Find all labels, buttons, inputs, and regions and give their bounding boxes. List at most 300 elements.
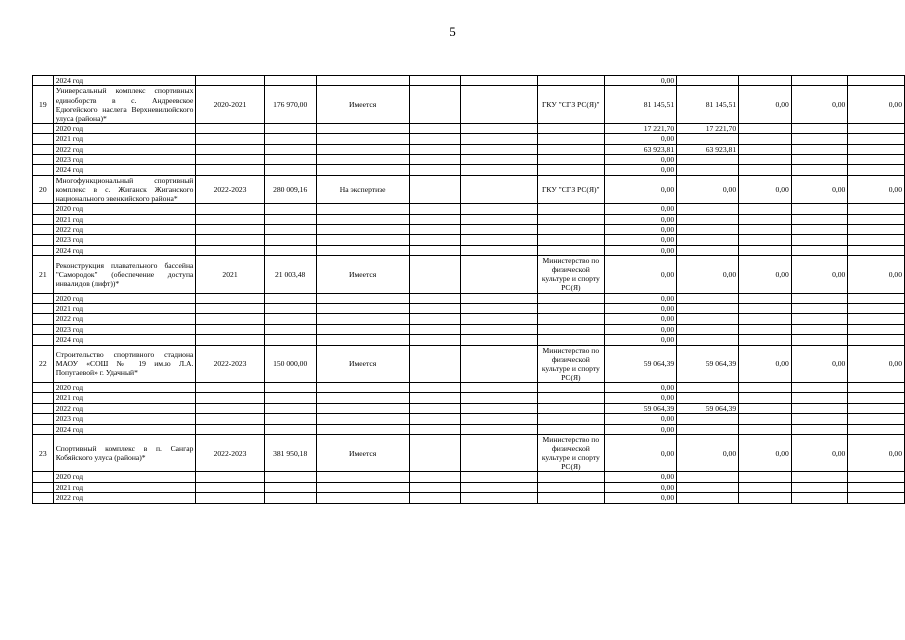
empty-cell [409, 76, 460, 86]
construction-period: 2022-2023 [196, 434, 264, 471]
total-amount: 59 064,39 [604, 345, 677, 382]
year-federal-amount [677, 293, 739, 303]
empty-cell [196, 403, 264, 413]
empty-cell [538, 482, 604, 492]
empty-cell [264, 472, 316, 482]
year-other-amount [848, 235, 905, 245]
year-other-amount [848, 472, 905, 482]
object-cost: 150 000,00 [264, 345, 316, 382]
year-label: 2022 год [53, 224, 196, 234]
year-republic-amount [739, 155, 792, 165]
empty-cell [460, 414, 537, 424]
year-local-amount [791, 155, 848, 165]
object-cost: 280 009,16 [264, 175, 316, 203]
empty-cell [316, 123, 409, 133]
object-number: 20 [33, 175, 54, 203]
year-total-amount: 0,00 [604, 235, 677, 245]
empty-cell [316, 134, 409, 144]
year-federal-amount [677, 314, 739, 324]
year-row [33, 403, 905, 413]
empty-cell [264, 414, 316, 424]
year-republic-amount [739, 324, 792, 334]
empty-cell [409, 134, 460, 144]
empty-cell [33, 214, 54, 224]
year-local-amount [791, 123, 848, 133]
construction-objects-table [32, 75, 905, 504]
year-local-amount [791, 393, 848, 403]
year-label: 2024 год [53, 76, 196, 86]
empty-cell [264, 293, 316, 303]
empty-cell [316, 393, 409, 403]
year-other-amount [848, 493, 905, 503]
other-sources-amount: 0,00 [848, 175, 905, 203]
empty-cell [409, 382, 460, 392]
year-row [33, 214, 905, 224]
empty-cell [460, 165, 537, 175]
empty-cell [460, 256, 537, 293]
year-other-amount [848, 123, 905, 133]
empty-cell [196, 293, 264, 303]
year-row [33, 424, 905, 434]
local-budget-amount: 0,00 [791, 256, 848, 293]
year-row [33, 324, 905, 334]
empty-cell [538, 165, 604, 175]
local-budget-amount: 0,00 [791, 86, 848, 123]
year-federal-amount [677, 76, 739, 86]
year-row [33, 245, 905, 255]
page-number: 5 [449, 24, 456, 39]
year-label: 2020 год [53, 382, 196, 392]
empty-cell [409, 293, 460, 303]
year-federal-amount [677, 134, 739, 144]
empty-cell [196, 155, 264, 165]
empty-cell [196, 165, 264, 175]
empty-cell [264, 393, 316, 403]
empty-cell [196, 382, 264, 392]
year-row [33, 393, 905, 403]
year-local-amount [791, 324, 848, 334]
year-row [33, 76, 905, 86]
total-amount: 0,00 [604, 175, 677, 203]
year-federal-amount [677, 493, 739, 503]
year-total-amount: 0,00 [604, 324, 677, 334]
empty-cell [316, 165, 409, 175]
year-local-amount [791, 335, 848, 345]
empty-cell [33, 76, 54, 86]
year-total-amount: 0,00 [604, 224, 677, 234]
year-republic-amount [739, 424, 792, 434]
year-total-amount: 0,00 [604, 293, 677, 303]
year-federal-amount: 59 064,39 [677, 403, 739, 413]
empty-cell [264, 204, 316, 214]
other-sources-amount: 0,00 [848, 256, 905, 293]
empty-cell [316, 324, 409, 334]
design-documentation-status: Имеется [316, 345, 409, 382]
year-label: 2024 год [53, 335, 196, 345]
year-local-amount [791, 76, 848, 86]
year-other-amount [848, 393, 905, 403]
empty-cell [264, 245, 316, 255]
year-total-amount: 0,00 [604, 76, 677, 86]
empty-cell [196, 245, 264, 255]
empty-cell [538, 324, 604, 334]
year-local-amount [791, 224, 848, 234]
empty-cell [33, 235, 54, 245]
empty-cell [316, 414, 409, 424]
empty-cell [316, 224, 409, 234]
year-republic-amount [739, 134, 792, 144]
object-cost: 21 003,48 [264, 256, 316, 293]
year-other-amount [848, 134, 905, 144]
object-row [33, 256, 905, 293]
year-label: 2022 год [53, 493, 196, 503]
empty-cell [196, 123, 264, 133]
year-row [33, 123, 905, 133]
year-republic-amount [739, 144, 792, 154]
empty-cell [409, 214, 460, 224]
empty-cell [538, 424, 604, 434]
year-local-amount [791, 134, 848, 144]
empty-cell [196, 482, 264, 492]
state-customer: Министерство по физической культуре и спорту РС(Я) [538, 256, 604, 293]
year-label: 2020 год [53, 472, 196, 482]
year-federal-amount [677, 204, 739, 214]
empty-cell [33, 414, 54, 424]
empty-cell [460, 303, 537, 313]
year-other-amount [848, 424, 905, 434]
year-federal-amount [677, 393, 739, 403]
empty-cell [264, 134, 316, 144]
object-name: Многофункциональный спортивный комплекс в с. Жиганск Жиганского национального эвенкийского района* [53, 175, 196, 203]
year-republic-amount [739, 472, 792, 482]
year-row [33, 204, 905, 214]
empty-cell [196, 414, 264, 424]
empty-cell [316, 303, 409, 313]
empty-cell [316, 76, 409, 86]
local-budget-amount: 0,00 [791, 345, 848, 382]
empty-cell [264, 144, 316, 154]
empty-cell [316, 472, 409, 482]
year-local-amount [791, 482, 848, 492]
empty-cell [33, 134, 54, 144]
empty-cell [409, 245, 460, 255]
design-documentation-status: Имеется [316, 434, 409, 471]
empty-cell [538, 76, 604, 86]
object-row [33, 345, 905, 382]
empty-cell [33, 224, 54, 234]
empty-cell [264, 403, 316, 413]
year-label: 2024 год [53, 245, 196, 255]
empty-cell [196, 214, 264, 224]
empty-cell [316, 424, 409, 434]
object-name: Универсальный комплекс спортивных единоборств в с. Андреевское Едюгейского наслега Верхневилюйского улуса (района)* [53, 86, 196, 123]
empty-cell [196, 393, 264, 403]
empty-cell [33, 165, 54, 175]
year-federal-amount [677, 224, 739, 234]
empty-cell [538, 155, 604, 165]
object-name: Строительство спортивного стадиона МАОУ «СОШ № 19 им.ю Л.А. Попугаевой» г. Удачный* [53, 345, 196, 382]
year-other-amount [848, 245, 905, 255]
empty-cell [460, 314, 537, 324]
empty-cell [33, 472, 54, 482]
empty-cell [460, 224, 537, 234]
year-total-amount: 0,00 [604, 314, 677, 324]
year-row [33, 382, 905, 392]
year-label: 2022 год [53, 403, 196, 413]
year-other-amount [848, 482, 905, 492]
empty-cell [538, 123, 604, 133]
empty-cell [316, 335, 409, 345]
object-row [33, 86, 905, 123]
empty-cell [196, 235, 264, 245]
year-other-amount [848, 314, 905, 324]
empty-cell [196, 324, 264, 334]
republic-budget-amount: 0,00 [739, 345, 792, 382]
year-local-amount [791, 403, 848, 413]
year-other-amount [848, 335, 905, 345]
empty-cell [196, 303, 264, 313]
empty-cell [460, 424, 537, 434]
empty-cell [460, 393, 537, 403]
empty-cell [316, 204, 409, 214]
empty-cell [33, 493, 54, 503]
republic-budget-amount: 0,00 [739, 86, 792, 123]
year-other-amount [848, 403, 905, 413]
year-row [33, 165, 905, 175]
year-republic-amount [739, 393, 792, 403]
empty-cell [538, 214, 604, 224]
empty-cell [409, 123, 460, 133]
empty-cell [33, 324, 54, 334]
empty-cell [538, 382, 604, 392]
year-republic-amount [739, 314, 792, 324]
object-number: 22 [33, 345, 54, 382]
year-federal-amount [677, 235, 739, 245]
year-other-amount [848, 165, 905, 175]
empty-cell [460, 175, 537, 203]
empty-cell [538, 493, 604, 503]
year-republic-amount [739, 293, 792, 303]
empty-cell [33, 144, 54, 154]
year-total-amount: 0,00 [604, 335, 677, 345]
federal-budget-amount: 0,00 [677, 434, 739, 471]
year-row [33, 155, 905, 165]
year-total-amount: 0,00 [604, 303, 677, 313]
empty-cell [196, 134, 264, 144]
empty-cell [538, 472, 604, 482]
year-federal-amount [677, 324, 739, 334]
empty-cell [460, 382, 537, 392]
empty-cell [538, 224, 604, 234]
empty-cell [316, 144, 409, 154]
empty-cell [409, 414, 460, 424]
empty-cell [460, 235, 537, 245]
year-local-amount [791, 314, 848, 324]
construction-period: 2021 [196, 256, 264, 293]
empty-cell [538, 245, 604, 255]
empty-cell [264, 382, 316, 392]
year-federal-amount [677, 424, 739, 434]
empty-cell [409, 434, 460, 471]
empty-cell [409, 175, 460, 203]
year-federal-amount [677, 155, 739, 165]
empty-cell [409, 256, 460, 293]
empty-cell [33, 424, 54, 434]
empty-cell [33, 393, 54, 403]
object-number: 23 [33, 434, 54, 471]
year-total-amount: 0,00 [604, 472, 677, 482]
empty-cell [538, 134, 604, 144]
year-total-amount: 0,00 [604, 393, 677, 403]
empty-cell [460, 134, 537, 144]
empty-cell [460, 403, 537, 413]
year-local-amount [791, 382, 848, 392]
year-label: 2021 год [53, 134, 196, 144]
year-total-amount: 0,00 [604, 214, 677, 224]
object-row [33, 434, 905, 471]
empty-cell [460, 144, 537, 154]
empty-cell [538, 293, 604, 303]
empty-cell [33, 245, 54, 255]
year-republic-amount [739, 165, 792, 175]
year-local-amount [791, 414, 848, 424]
empty-cell [196, 144, 264, 154]
empty-cell [316, 214, 409, 224]
year-total-amount: 0,00 [604, 155, 677, 165]
year-label: 2023 год [53, 155, 196, 165]
object-cost: 381 950,18 [264, 434, 316, 471]
federal-budget-amount: 0,00 [677, 256, 739, 293]
year-republic-amount [739, 235, 792, 245]
empty-cell [409, 86, 460, 123]
year-label: 2020 год [53, 293, 196, 303]
year-other-amount [848, 224, 905, 234]
year-federal-amount [677, 245, 739, 255]
republic-budget-amount: 0,00 [739, 434, 792, 471]
year-other-amount [848, 293, 905, 303]
empty-cell [538, 144, 604, 154]
state-customer: Министерство по физической культуре и спорту РС(Я) [538, 345, 604, 382]
year-local-amount [791, 245, 848, 255]
empty-cell [460, 472, 537, 482]
year-other-amount [848, 382, 905, 392]
empty-cell [316, 382, 409, 392]
empty-cell [409, 403, 460, 413]
year-federal-amount [677, 482, 739, 492]
year-label: 2021 год [53, 303, 196, 313]
object-name: Спортивный комплекс в п. Сангар Кобяйского улуса (района)* [53, 434, 196, 471]
local-budget-amount: 0,00 [791, 175, 848, 203]
empty-cell [409, 144, 460, 154]
year-local-amount [791, 165, 848, 175]
empty-cell [33, 293, 54, 303]
year-federal-amount [677, 472, 739, 482]
year-total-amount: 0,00 [604, 134, 677, 144]
year-republic-amount [739, 482, 792, 492]
empty-cell [538, 414, 604, 424]
year-row [33, 224, 905, 234]
year-total-amount: 0,00 [604, 414, 677, 424]
empty-cell [538, 303, 604, 313]
year-row [33, 414, 905, 424]
empty-cell [538, 335, 604, 345]
empty-cell [316, 155, 409, 165]
empty-cell [409, 314, 460, 324]
object-number: 19 [33, 86, 54, 123]
year-federal-amount [677, 214, 739, 224]
empty-cell [264, 335, 316, 345]
year-label: 2020 год [53, 123, 196, 133]
year-total-amount: 0,00 [604, 424, 677, 434]
year-total-amount: 0,00 [604, 493, 677, 503]
empty-cell [538, 403, 604, 413]
year-local-amount [791, 493, 848, 503]
total-amount: 81 145,51 [604, 86, 677, 123]
year-label: 2021 год [53, 393, 196, 403]
state-customer: ГКУ "СГЗ РС(Я)" [538, 175, 604, 203]
empty-cell [460, 214, 537, 224]
empty-cell [316, 403, 409, 413]
year-row [33, 235, 905, 245]
year-other-amount [848, 214, 905, 224]
year-label: 2023 год [53, 414, 196, 424]
empty-cell [316, 245, 409, 255]
year-row [33, 493, 905, 503]
empty-cell [409, 472, 460, 482]
year-row [33, 314, 905, 324]
empty-cell [264, 303, 316, 313]
year-local-amount [791, 204, 848, 214]
empty-cell [460, 482, 537, 492]
empty-cell [316, 482, 409, 492]
empty-cell [264, 123, 316, 133]
empty-cell [409, 165, 460, 175]
year-local-amount [791, 214, 848, 224]
object-cost: 176 970,00 [264, 86, 316, 123]
year-label: 2022 год [53, 314, 196, 324]
empty-cell [409, 424, 460, 434]
empty-cell [264, 324, 316, 334]
empty-cell [264, 314, 316, 324]
construction-period: 2022-2023 [196, 175, 264, 203]
other-sources-amount: 0,00 [848, 86, 905, 123]
empty-cell [460, 155, 537, 165]
empty-cell [264, 224, 316, 234]
year-local-amount [791, 293, 848, 303]
empty-cell [460, 86, 537, 123]
year-label: 2021 год [53, 214, 196, 224]
year-other-amount [848, 155, 905, 165]
year-other-amount [848, 144, 905, 154]
year-republic-amount [739, 414, 792, 424]
year-row [33, 472, 905, 482]
federal-budget-amount: 0,00 [677, 175, 739, 203]
empty-cell [196, 424, 264, 434]
empty-cell [460, 123, 537, 133]
year-row [33, 482, 905, 492]
year-republic-amount [739, 76, 792, 86]
year-federal-amount [677, 382, 739, 392]
year-total-amount: 59 064,39 [604, 403, 677, 413]
year-republic-amount [739, 245, 792, 255]
year-local-amount [791, 424, 848, 434]
other-sources-amount: 0,00 [848, 345, 905, 382]
local-budget-amount: 0,00 [791, 434, 848, 471]
empty-cell [264, 76, 316, 86]
year-federal-amount [677, 414, 739, 424]
year-republic-amount [739, 403, 792, 413]
empty-cell [33, 335, 54, 345]
